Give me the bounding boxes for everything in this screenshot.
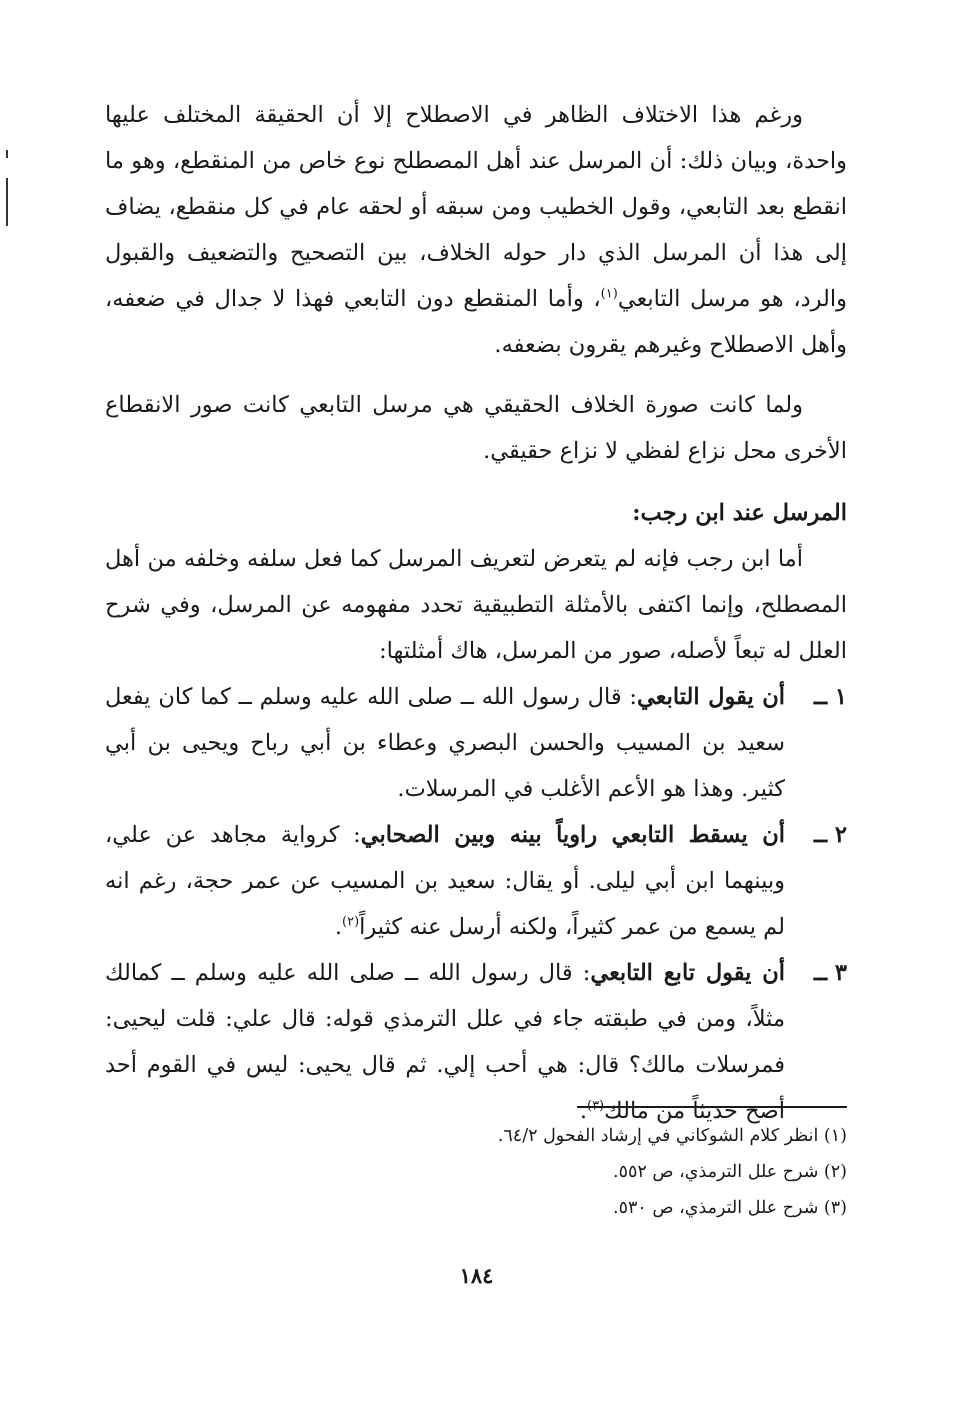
list-item-number: ١ ــ [813,684,847,710]
footnotes [105,1118,847,1226]
paragraph-real-dispute [105,382,847,474]
list-item-text: : كرواية مجاهد عن علي، وبينهما ابن أبي ليلى. أو يقال: سعيد بن المسيب عن عمر حجة، رغم انه لم يسمع من عمر كثيراً، ولكنه أرسل عنه كثيراً [105,822,785,940]
page-body [105,92,847,1134]
footnote-marker-1: (١) [600,286,618,302]
footnote-1: (١) انظر كلام الشوكاني في إرشاد الفحول ٦٤/٢. [497,1126,847,1146]
list-item-text: : قال رسول الله ــ صلى الله عليه وسلم ــ كما كان يفعل سعيد بن المسيب والحسن البصري وعطاء بن أبي رباح ويحيى بن أبي كثير. وهذا هو الأعم الأغلب في المرسلات. [105,684,785,802]
paragraph-text-1: ورغم هذا الاختلاف الظاهر في الاصطلاح إلا أن الحقيقة المختلف عليها واحدة، وبيان ذلك: أن المرسل عند أهل المصطلح نوع خاص من المنقطع، وهو ما انقطع بعد التابعي، وقول الخطيب ومن سبقه أو لحقه عام في كل منقطع، يضاف إلى هذا أن المرسل الذي دار حوله الخلاف، بين التصحيح والتضعيف والقبول والرد، هو مرسل التابعي [105,102,847,312]
list-item-lead: أن يقول التابعي [636,684,785,710]
list-item-lead: أن يقول تابع التابعي [590,960,785,986]
footnote-2: (٢) شرح علل الترمذي، ص ٥٥٢. [613,1162,847,1182]
footnote-separator [577,1106,847,1108]
footnote-marker-3: (٣) [586,1098,605,1114]
list-item-text: : قال رسول الله ــ صلى الله عليه وسلم ــ كمالك مثلاً، ومن في طبقته جاء في علل الترمذي قوله: قال علي: قلت ليحيى: فمرسلات مالك؟ قال: هي أحب إلي. ثم قال يحيى: ليس في القوم أحد أصح حديثاً من مالك [105,960,785,1124]
page-number: ١٨٤ [459,1263,494,1288]
paragraph-text-2: ولما كانت صورة الخلاف الحقيقي هي مرسل التابعي كانت صور الانقطاع الأخرى محل نزاع لفظي لا نزاع حقيقي. [105,392,847,464]
footnote-marker-2: (٢) [342,914,360,930]
scan-mark [6,178,8,226]
list-item-lead: أن يسقط التابعي راوياً بينه وبين الصحابي [360,822,785,848]
list-item-number: ٢ ــ [813,822,847,848]
paragraph-terminology-difference [105,92,847,368]
paragraph-ibn-rajab-intro [105,536,847,674]
spacer [105,368,847,382]
intro-text: أما ابن رجب فإنه لم يتعرض لتعريف المرسل كما فعل سلفه وخلفه من أهل المصطلح، وإنما اكتفى بالأمثلة التطبيقية تحدد مفهومه عن المرسل، وفي شرح العلل له تبعاً لأصله، صور من المرسل، هاك أمثلتها: [105,546,847,664]
spacer [105,474,847,490]
paragraph-text-1-cont: ، وأما المنقطع دون التابعي فهذا لا جدال في ضعفه، وأهل الاصطلاح وغيرهم يقرون بضعفه. [105,286,847,358]
list-item-number: ٣ ــ [813,960,847,986]
scan-mark [6,150,8,158]
list-item-1 [105,674,847,812]
list-item-2: ٢ ــ أن يسقط التابعي راوياً بينه وبين الصحابي: كرواية مجاهد عن علي، وبينهما ابن أبي ليلى. أو يقال: سعيد بن المسيب عن عمر حجة، رغم انه لم يسمع من عمر كثيراً، ولكنه أرسل عنه كثيراً$^{(٢)}$. [105,812,847,950]
section-heading: المرسل عند ابن رجب: [632,500,847,526]
footnote-3: (٣) شرح علل الترمذي، ص ٥٣٠. [613,1198,847,1218]
list-item-3: ٣ ــ أن يقول تابع التابعي: قال رسول الله ــ صلى الله عليه وسلم ــ كمالك مثلاً، ومن في طبقته جاء في علل الترمذي قوله: قال علي: قلت ليحيى: فمرسلات مالك؟ قال: هي أحب إلي. ثم قال يحيى: ليس في القوم أحد أصح حديثاً من مالك$^{(٣)}$. [105,950,847,1134]
